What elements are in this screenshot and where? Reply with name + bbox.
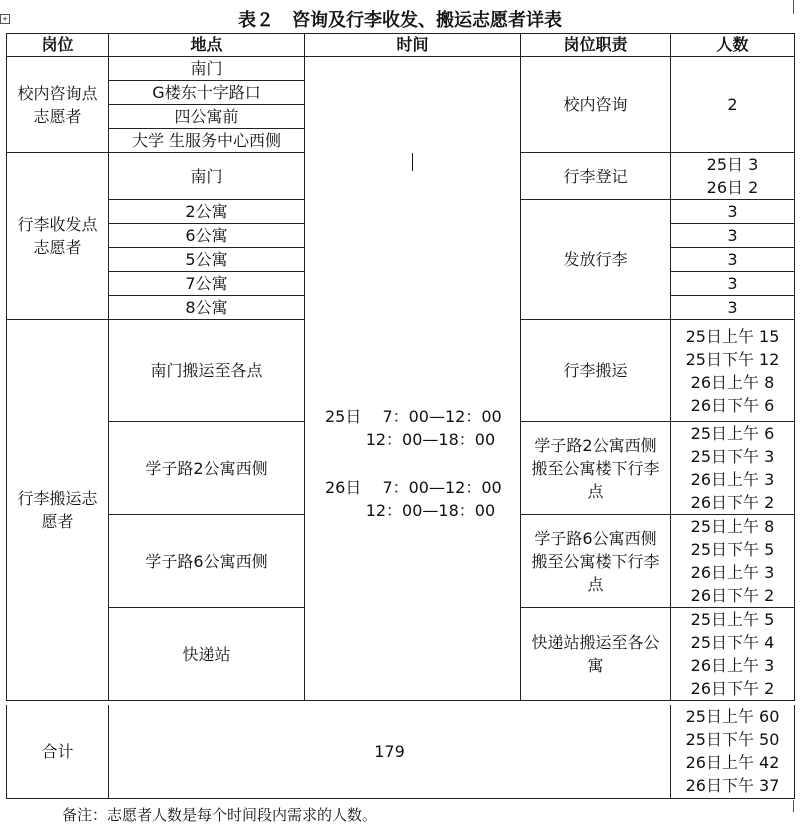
- location-cell: 7公寓: [109, 272, 305, 296]
- count-cell: 3: [671, 272, 795, 296]
- count-cell: 3: [671, 224, 795, 248]
- time-line: 12：00—18：00: [325, 501, 496, 520]
- location-cell: 学子路2公寓西侧: [109, 422, 305, 515]
- location-cell: 5公寓: [109, 248, 305, 272]
- count-line: 25日下午 12: [685, 349, 780, 369]
- count-line: 25日上午 60: [685, 707, 780, 727]
- margin-mark: [793, 800, 794, 812]
- count-cell: 3: [671, 296, 795, 320]
- count-line: 25日 3: [706, 155, 759, 174]
- count-cell: [671, 422, 795, 515]
- header-row: [7, 34, 795, 57]
- count-line: 26日上午 42: [685, 753, 780, 773]
- footnote: 备注：志愿者人数是每个时间段内需求的人数。: [62, 806, 378, 824]
- table-anchor-icon: +: [0, 14, 10, 24]
- duty-consult: 校内咨询: [521, 57, 671, 153]
- location-cell: 四公寓前: [109, 105, 305, 129]
- count-line: 26日下午 2: [690, 679, 775, 698]
- count-line: 26日下午 37: [685, 776, 780, 796]
- post-luggage-move: 行李搬运志愿者: [7, 320, 109, 701]
- location-cell: G楼东十字路口: [109, 81, 305, 105]
- location-cell: 大学 生服务中心西侧: [109, 129, 305, 153]
- count-cell: [671, 515, 795, 608]
- count-cell: 3: [671, 248, 795, 272]
- count-line: 26日上午 3: [690, 656, 775, 675]
- count-line: 25日上午 5: [690, 610, 775, 629]
- count-line: 25日下午 50: [685, 730, 780, 750]
- location-cell: 学子路6公寓西侧: [109, 515, 305, 608]
- count-line: 26日上午 3: [690, 470, 775, 489]
- count-line: 25日下午 4: [690, 633, 775, 652]
- duty-register: 行李登记: [521, 153, 671, 200]
- duty-cell: 学子路2公寓西侧搬至公寓楼下行李点: [521, 422, 671, 515]
- total-label: 合计: [7, 705, 109, 798]
- location-cell: 南门搬运至各点: [109, 320, 305, 422]
- header-location: 地点: [109, 34, 305, 57]
- count-line: 26日上午 8: [690, 372, 775, 392]
- count-line: 25日上午 15: [685, 326, 780, 346]
- table-row: [7, 57, 795, 81]
- time-line: 12：00—18：00: [325, 430, 496, 449]
- count-line: 26日下午 2: [690, 493, 775, 512]
- count-consult: 2: [671, 57, 795, 153]
- duty-cell: 行李搬运: [521, 320, 671, 422]
- count-cell: [671, 320, 795, 422]
- count-line: 26日下午 6: [690, 395, 775, 415]
- time-cell: [305, 57, 521, 701]
- header-count: 人数: [671, 34, 795, 57]
- count-line: 25日下午 3: [690, 447, 775, 466]
- count-register: [671, 153, 795, 200]
- location-cell: 8公寓: [109, 296, 305, 320]
- count-line: 25日上午 6: [690, 424, 775, 443]
- duty-distribute: 发放行李: [521, 200, 671, 320]
- total-row: [7, 705, 795, 798]
- page-title: 表２ 咨询及行李收发、搬运志愿者详表: [238, 10, 562, 31]
- count-line: 26日上午 3: [690, 563, 775, 582]
- time-line: 26日 7：00—12：00: [325, 478, 502, 497]
- count-line: 25日上午 8: [690, 517, 775, 536]
- count-cell: [671, 608, 795, 701]
- header-duty: 岗位职责: [521, 34, 671, 57]
- post-luggage-recv: 行李收发点志愿者: [7, 153, 109, 320]
- total-table: [6, 705, 795, 799]
- duty-cell: 快递站搬运至各公寓: [521, 608, 671, 701]
- location-cell: 南门: [109, 57, 305, 81]
- total-value: 179: [109, 705, 671, 798]
- volunteer-table: [6, 33, 795, 701]
- total-counts: [671, 705, 795, 798]
- count-cell: 3: [671, 200, 795, 224]
- header-time: 时间: [305, 34, 521, 57]
- location-cell: 2公寓: [109, 200, 305, 224]
- time-line: 25日 7：00—12：00: [325, 407, 502, 426]
- count-line: 26日下午 2: [690, 586, 775, 605]
- location-cell: 6公寓: [109, 224, 305, 248]
- location-cell: 快递站: [109, 608, 305, 701]
- text-cursor: [412, 153, 413, 171]
- post-consult: 校内咨询点志愿者: [7, 57, 109, 153]
- count-line: 25日下午 5: [690, 540, 775, 559]
- duty-cell: 学子路6公寓西侧搬至公寓楼下行李点: [521, 515, 671, 608]
- count-line: 26日 2: [706, 178, 759, 197]
- header-post: 岗位: [7, 34, 109, 57]
- location-cell: 南门: [109, 153, 305, 200]
